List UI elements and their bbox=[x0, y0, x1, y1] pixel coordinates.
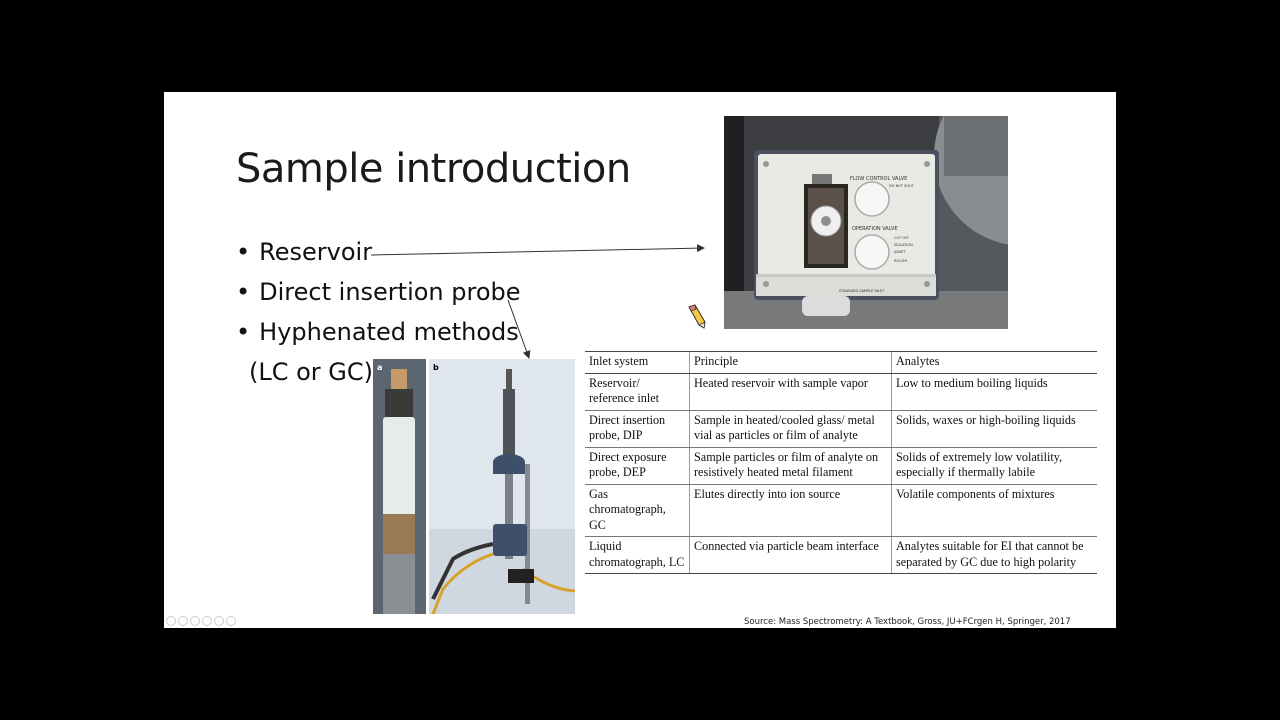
source-citation: Source: Mass Spectrometry: A Textbook, Gross, JU+FCrgen H, Springer, 2017 bbox=[744, 617, 1071, 627]
table-header-row bbox=[585, 352, 1097, 374]
see-all-slides-icon[interactable] bbox=[202, 616, 212, 626]
position-admit: ADMIT bbox=[894, 250, 906, 254]
table-row bbox=[585, 373, 1097, 410]
cell-analytes: Low to medium boiling liquids bbox=[892, 373, 1098, 410]
cell-inlet: Liquid chromatograph, LC bbox=[585, 537, 690, 574]
cell-principle: Heated reservoir with sample vapor bbox=[690, 373, 892, 410]
cell-analytes: Solids, waxes or high-boiling liquids bbox=[892, 410, 1098, 447]
position-isolation: ISOLATION bbox=[894, 243, 913, 247]
bullet-reservoir: • Reservoir bbox=[236, 232, 521, 272]
pen-tool-icon[interactable] bbox=[190, 616, 200, 626]
cell-principle: Connected via particle beam interface bbox=[690, 537, 892, 574]
probe-panel-b-label: b bbox=[433, 363, 439, 372]
inlet-systems-table bbox=[585, 351, 1097, 574]
probe-panel-a-label: a bbox=[377, 363, 383, 372]
flow-valve-note: DO NOT SHUT bbox=[889, 184, 914, 188]
header-analytes: Analytes bbox=[892, 352, 1098, 374]
cell-principle: Sample in heated/cooled glass/ metal vial as particles or film of analyte bbox=[690, 410, 892, 447]
more-options-icon[interactable] bbox=[226, 616, 236, 626]
operation-valve-label: OPERATION VALVE bbox=[852, 226, 898, 232]
flow-valve-label: FLOW CONTROL VALVE bbox=[850, 176, 908, 182]
inlet-plate-label: STANDARD SAMPLE INLET bbox=[839, 289, 885, 293]
previous-slide-icon[interactable] bbox=[166, 616, 176, 626]
bullet-hyphenated-methods: • Hyphenated methods bbox=[236, 312, 521, 352]
table-row bbox=[585, 537, 1097, 574]
header-principle: Principle bbox=[690, 352, 892, 374]
cell-analytes: Analytes suitable for EI that cannot be separated by GC due to high polarity bbox=[892, 537, 1098, 574]
zoom-icon[interactable] bbox=[214, 616, 224, 626]
table-row bbox=[585, 410, 1097, 447]
bullet-direct-insertion-probe: • Direct insertion probe bbox=[236, 272, 521, 312]
slide bbox=[164, 92, 1116, 628]
cell-inlet: Reservoir/ reference inlet bbox=[585, 373, 690, 410]
cell-principle: Elutes directly into ion source bbox=[690, 484, 892, 537]
cell-analytes: Volatile components of mixtures bbox=[892, 484, 1098, 537]
slideshow-toolbar bbox=[166, 616, 236, 626]
header-inlet-system: Inlet system bbox=[585, 352, 690, 374]
cell-inlet: Direct insertion probe, DIP bbox=[585, 410, 690, 447]
cell-analytes: Solids of extremely low volatility, especially if thermally labile bbox=[892, 447, 1098, 484]
probe-arrow bbox=[508, 300, 529, 358]
slide-title: Sample introduction bbox=[236, 146, 631, 192]
table-row bbox=[585, 484, 1097, 537]
bullet-continuation: (LC or GC) bbox=[249, 358, 374, 386]
cell-principle: Sample particles or film of analyte on resistively heated metal filament bbox=[690, 447, 892, 484]
position-cut-off: CUT OFF bbox=[894, 236, 910, 240]
next-slide-icon[interactable] bbox=[178, 616, 188, 626]
pencil-icon bbox=[685, 304, 709, 330]
position-rough: ROUGH bbox=[894, 259, 908, 263]
table-row bbox=[585, 447, 1097, 484]
cell-inlet: Direct exposure probe, DEP bbox=[585, 447, 690, 484]
reservoir-arrow bbox=[371, 248, 704, 255]
cell-inlet: Gas chromatograph, GC bbox=[585, 484, 690, 537]
